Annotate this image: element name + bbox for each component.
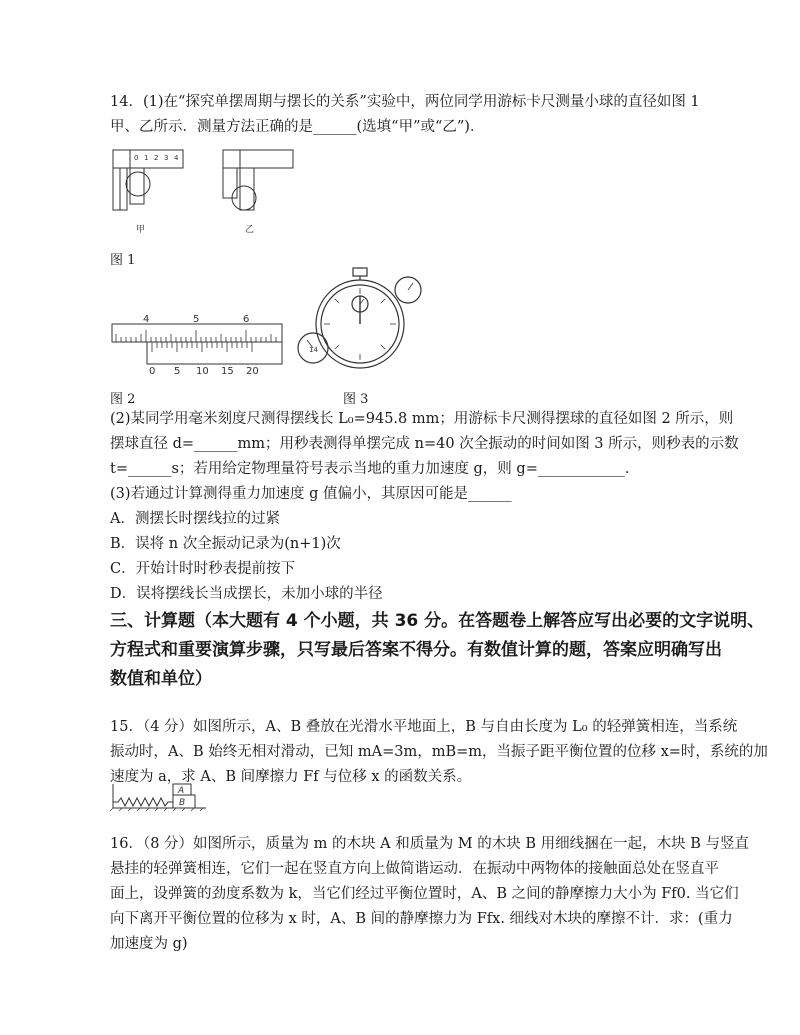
figure-spring-blocks — [110, 778, 210, 812]
section3-heading-line3: 数值和单位） — [110, 669, 212, 689]
scale-3: 3 — [164, 154, 169, 162]
option-a: A．测摆长时摆线拉的过紧 — [110, 511, 280, 527]
vernier-5: 5 — [174, 366, 181, 377]
q16-line5: 加速度为 g) — [110, 936, 188, 952]
scale-2: 2 — [154, 154, 159, 162]
figure-2-caption: 图 2 — [110, 392, 136, 407]
option-d: D．误将摆线长当成摆长，未加小球的半径 — [110, 586, 383, 602]
q16-line3: 面上，设弹簧的劲度系数为 k，当它们经过平衡位置时，A、B 之间的静摩擦力大小为 Ff0. 当它们 — [110, 886, 739, 902]
figure-1-calipers — [110, 142, 300, 237]
vernier-20: 20 — [246, 366, 259, 377]
q14-line2: 甲、乙所示．测量方法正确的是______(选填“甲”或“乙”)． — [110, 119, 485, 135]
label-a: A — [178, 786, 185, 796]
main-scale-4: 4 — [143, 314, 150, 325]
q16-line1: 16．（8 分）如图所示，质量为 m 的木块 A 和质量为 M 的木块 B 用细线捆在一起，木块 B 与竖直 — [110, 836, 750, 852]
figure-3-caption: 图 3 — [343, 392, 369, 407]
q14-part3-line: (3)若通过计算测得重力加速度 g 值偏小，其原因可能是______ — [110, 486, 512, 502]
figure-2-vernier — [110, 310, 290, 380]
q14-part2-line2: 摆球直径 d=______mm；用秒表测得单摆完成 n=40 次全振动的时间如图 3 所示，则秒表的示数 — [110, 436, 739, 452]
q16-line2: 悬挂的轻弹簧相连，它们一起在竖直方向上做简谐运动．在振动中两物体的接触面总处在竖直平 — [110, 861, 719, 877]
figure-1-caption: 图 1 — [110, 253, 136, 268]
figure-3-stopwatch — [295, 266, 430, 381]
q14-part2-line1: (2)某同学用毫米刻度尺测得摆线长 L₀=945.8 mm；用游标卡尺测得摆球的直径如图 2 所示，则 — [110, 411, 734, 427]
q15-line2: 振动时，A、B 始终无相对滑动，已知 mA=3m，mB=m，当振子距平衡位置的位移 x=时，系统的加 — [110, 744, 768, 760]
option-c: C．开始计时时秒表提前按下 — [110, 561, 296, 577]
option-b: B．误将 n 次全振动记录为(n+1)次 — [110, 536, 341, 552]
q15-line1: 15．（4 分）如图所示，A、B 叠放在光滑水平地面上，B 与自由长度为 L₀ 的轻弹簧相连，当系统 — [110, 719, 738, 735]
caliper-yi — [223, 150, 293, 210]
scale-1: 1 — [144, 154, 149, 162]
q15-line3: 速度为 a，求 A、B 间摩擦力 Ff 与位移 x 的函数关系。 — [110, 769, 472, 785]
vernier-0: 0 — [149, 366, 156, 377]
q14-line1: 14．(1)在“探究单摆周期与摆长的关系”实验中，两位同学用游标卡尺测量小球的直径如图 1 — [110, 94, 700, 110]
vernier-10: 10 — [196, 366, 209, 377]
label-yi: 乙 — [245, 225, 255, 235]
small-dial-14: 14 — [309, 346, 318, 354]
scale-0: 0 — [134, 154, 139, 162]
q16-line4: 向下离开平衡位置的位移为 x 时，A、B 间的静摩擦力为 Ffx. 细线对木块的摩擦不计．求：(重力 — [110, 911, 733, 927]
main-scale-ticks — [116, 330, 276, 342]
q14-part2-line3: t=______s；若用给定物理量符号表示当地的重力加速度 g，则 g=____________． — [110, 461, 640, 477]
main-scale-5: 5 — [193, 314, 200, 325]
label-b: B — [179, 798, 186, 808]
section3-heading-line1: 三、计算题（本大题有 4 个小题，共 36 分。在答题卷上解答应写出必要的文字说明、 — [110, 611, 765, 631]
label-jia: 甲 — [136, 225, 146, 235]
vernier-scale-ticks — [152, 342, 252, 352]
section3-heading-line2: 方程式和重要演算步骤，只写最后答案不得分。有数值计算的题，答案应明确写出 — [110, 640, 722, 660]
vernier-15: 15 — [221, 366, 234, 377]
scale-4: 4 — [174, 154, 179, 162]
main-scale-6: 6 — [243, 314, 250, 325]
spring — [113, 798, 173, 806]
